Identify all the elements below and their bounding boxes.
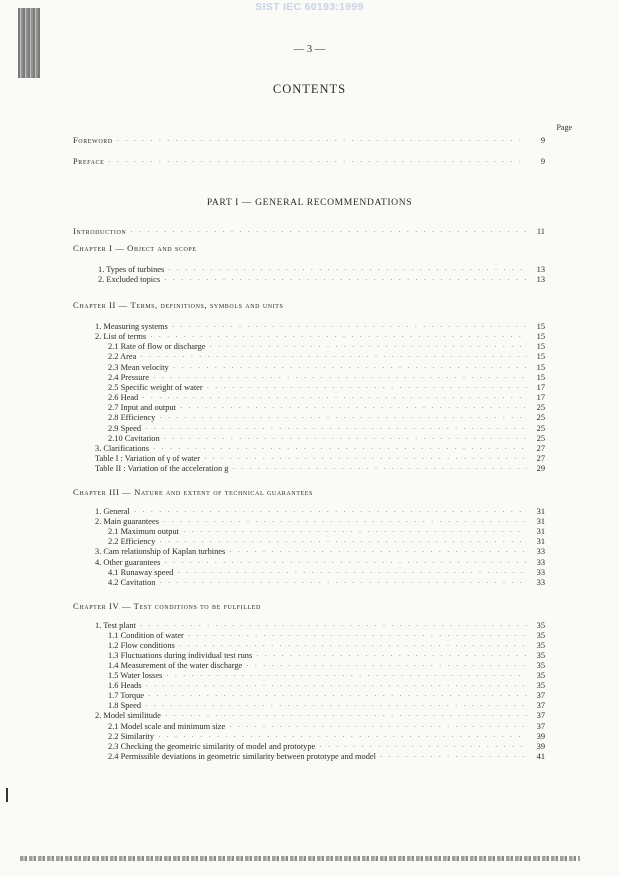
toc-entry-page: 37: [536, 701, 545, 711]
toc-entry-label: 1.4 Measurement of the water discharge: [108, 661, 243, 671]
toc-entry-page: 13: [536, 275, 545, 284]
toc-entry-label: Table I : Variation of γ of water: [95, 453, 201, 463]
toc-entry-label: Introduction: [73, 227, 127, 236]
toc-entry-page: 15: [536, 332, 545, 342]
toc-entry: [73, 155, 545, 166]
toc-entry-page: 35: [536, 671, 545, 681]
toc-entry-label: 4.1 Runaway speed: [108, 567, 174, 577]
toc-entry-label: 2. Excluded topics: [98, 275, 161, 284]
toc-entry-label: 2.6 Head: [108, 393, 139, 403]
toc-entry-label: 2. Main guarantees: [95, 517, 159, 527]
toc-leader-dots: [108, 157, 527, 166]
toc-entry-page: 35: [536, 631, 545, 641]
scan-artifact-left: [18, 8, 40, 78]
toc-entry-page: 31: [536, 527, 545, 537]
toc-entry-page: 15: [536, 352, 545, 362]
toc-entry-label: 2. Model similitude: [95, 711, 161, 721]
toc-entry-label: 1. Test plant: [95, 621, 136, 630]
chapter-heading: Chapter III — Nature and extent of technical guarantees: [73, 487, 313, 497]
toc-entry-label: 2.1 Maximum output: [108, 527, 179, 537]
toc-entry-label: 1.5 Water losses: [108, 671, 163, 681]
toc-leader-dots: [232, 464, 527, 473]
toc-entry-label: 2.4 Pressure: [108, 372, 149, 382]
toc-entry-page: 25: [536, 433, 545, 443]
toc-entry-label: 2. List of terms: [95, 332, 147, 342]
toc-entry: [98, 273, 545, 284]
toc-entry-page: 33: [536, 557, 545, 567]
toc-entry-label: 2.2 Similarity: [108, 731, 155, 741]
toc-leader-dots: [159, 578, 527, 587]
margin-mark: [6, 788, 8, 802]
toc-entry-page: 35: [536, 641, 545, 651]
toc-entry-label: 1.1 Condition of water: [108, 631, 184, 641]
toc-entry-label: 1. Measuring systems: [95, 322, 168, 331]
toc-entry-label: 1.7 Torque: [108, 691, 145, 701]
toc-entry-label: 1.8 Speed: [108, 701, 142, 711]
chapter-heading: Chapter IV — Test conditions to be fulfilled: [73, 601, 261, 611]
toc-entry-page: 31: [536, 537, 545, 547]
toc-entry-page: 33: [536, 567, 545, 577]
toc-leader-dots: [130, 227, 527, 236]
toc-leader-dots: [164, 275, 527, 284]
toc-entry-page: 29: [536, 464, 545, 474]
toc-entry-page: 15: [536, 362, 545, 372]
toc-entry-label: 1.6 Heads: [108, 681, 142, 691]
toc-entry-label: 2.1 Rate of flow or discharge: [108, 342, 206, 352]
toc-entry-label: 3. Clarifications: [95, 443, 149, 453]
toc-entry-label: 2.7 Input and output: [108, 403, 176, 413]
toc-entry-page: 9: [540, 136, 545, 145]
toc-entry-label: 4.2 Cavitation: [108, 577, 156, 587]
toc-entry-page: 25: [536, 423, 545, 433]
toc-entry-label: 1. General: [95, 507, 130, 516]
part-title: PART I — GENERAL RECOMMENDATIONS: [206, 197, 413, 208]
toc-entry-label: 2.3 Checking the geometric similarity of model and prototype: [108, 741, 316, 751]
toc-entry-page: 35: [536, 681, 545, 691]
toc-entry-label: 1.3 Fluctuations during individual test runs: [108, 651, 253, 661]
toc-entry-page: 35: [536, 621, 545, 630]
toc-entry-page: 15: [536, 322, 545, 331]
toc-entry: [73, 134, 545, 145]
toc-entry-label: Foreword: [73, 136, 113, 145]
toc-entry-label: 2.8 Efficiency: [108, 413, 156, 423]
toc-entry-page: 27: [536, 453, 545, 463]
toc-entry-page: 31: [536, 507, 545, 516]
toc-entry-page: 13: [536, 265, 545, 274]
chapter-heading: Chapter II — Terms, definitions, symbols and units: [73, 300, 284, 310]
toc-entry-page: 15: [536, 342, 545, 352]
toc-entry-page: 35: [536, 661, 545, 671]
toc-entry-page: 37: [536, 721, 545, 731]
toc-entry-label: 1.2 Flow conditions: [108, 641, 175, 651]
toc-entry-page: 11: [536, 227, 545, 236]
toc-entry-label: 1. Types of turbines: [98, 265, 165, 274]
toc-entry: [73, 225, 545, 236]
toc-entry-label: 2.4 Permissible deviations in geometric similarity between prototype and model: [108, 751, 376, 761]
toc-leader-dots: [380, 752, 527, 761]
page-title: CONTENTS: [272, 82, 347, 96]
toc-entry-page: 33: [536, 547, 545, 557]
document-watermark: SIST IEC 60193:1999: [255, 1, 364, 13]
chapter-heading: Chapter I — Object and scope: [73, 243, 197, 253]
toc-entry: [95, 462, 545, 473]
toc-entry-page: 27: [536, 443, 545, 453]
toc-entry: [108, 750, 545, 761]
scan-artifact-bottom: [20, 856, 580, 861]
toc-entry-label: Table II : Variation of the acceleration g: [95, 464, 229, 474]
toc-entry-label: 2.9 Speed: [108, 423, 142, 433]
toc-entry-label: 2.2 Efficiency: [108, 537, 156, 547]
toc-entry-label: Preface: [73, 157, 105, 166]
toc-entry-page: 39: [536, 741, 545, 751]
toc-leader-dots: [117, 136, 527, 145]
toc-entry-label: 2.5 Specific weight of water: [108, 382, 203, 392]
toc-entry: [108, 576, 545, 587]
toc-entry-page: 37: [536, 691, 545, 701]
toc-entry-label: 2.1 Model scale and minimum size: [108, 721, 226, 731]
toc-entry-page: 17: [536, 382, 545, 392]
page-column-label: Page: [556, 123, 572, 132]
toc-entry-label: 2.2 Area: [108, 352, 137, 362]
toc-entry-page: 9: [540, 157, 545, 166]
toc-entry-page: 33: [536, 577, 545, 587]
toc-entry-label: 3. Cam relationship of Kaplan turbines: [95, 547, 226, 557]
toc-entry-page: 25: [536, 403, 545, 413]
toc-entry-label: 2.10 Cavitation: [108, 433, 160, 443]
toc-entry-page: 41: [536, 751, 545, 761]
toc-entry-page: 25: [536, 413, 545, 423]
toc-entry-label: 2.3 Mean velocity: [108, 362, 169, 372]
toc-entry-page: 39: [536, 731, 545, 741]
toc-entry-page: 35: [536, 651, 545, 661]
toc-entry-label: 4. Other guarantees: [95, 557, 161, 567]
toc-entry-page: 15: [536, 372, 545, 382]
toc-entry-page: 37: [536, 711, 545, 721]
page-number: — 3 —: [293, 44, 326, 55]
toc-entry-page: 17: [536, 393, 545, 403]
toc-entry-page: 31: [536, 517, 545, 527]
